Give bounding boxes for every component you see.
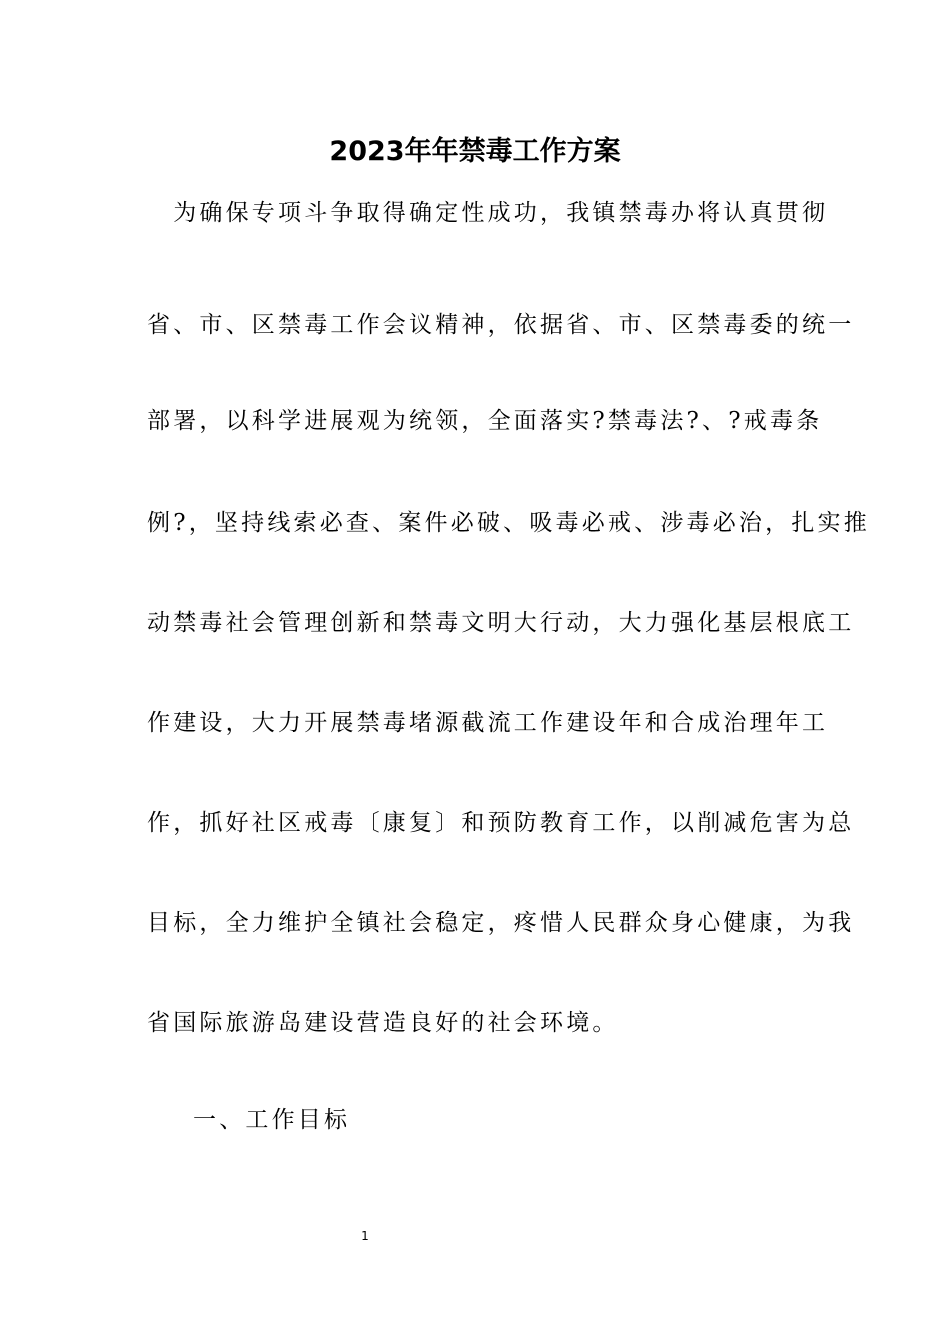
page-number: 1 xyxy=(361,1229,369,1243)
paragraph-line-9: 省国际旅游岛建设营造良好的社会环境。 xyxy=(147,1010,619,1036)
paragraph-line-8: 目标，全力维护全镇社会稳定，疼惜人民群众身心健康，为我 xyxy=(147,910,855,936)
paragraph-line-6: 作建设，大力开展禁毒堵源截流工作建设年和合成治理年工 xyxy=(147,710,829,736)
paragraph-line-7: 作，抓好社区戒毒〔康复〕和预防教育工作，以削减危害为总 xyxy=(147,810,855,836)
paragraph-line-5: 动禁毒社会管理创新和禁毒文明大行动，大力强化基层根底工 xyxy=(147,610,855,636)
paragraph-line-4: 例?，坚持线索必查、案件必破、吸毒必戒、涉毒必治，扎实推 xyxy=(147,510,870,536)
paragraph-line-1: 为确保专项斗争取得确定性成功，我镇禁毒办将认真贯彻 xyxy=(147,200,829,226)
section-heading: 一、工作目标 xyxy=(193,1107,351,1133)
paragraph-line-3: 部署，以科学进展观为统领，全面落实?禁毒法?、?戒毒条 xyxy=(147,408,823,434)
paragraph-line-2: 省、市、区禁毒工作会议精神，依据省、市、区禁毒委的统一 xyxy=(147,312,855,338)
document-title: 2023年年禁毒工作方案 xyxy=(329,136,621,167)
